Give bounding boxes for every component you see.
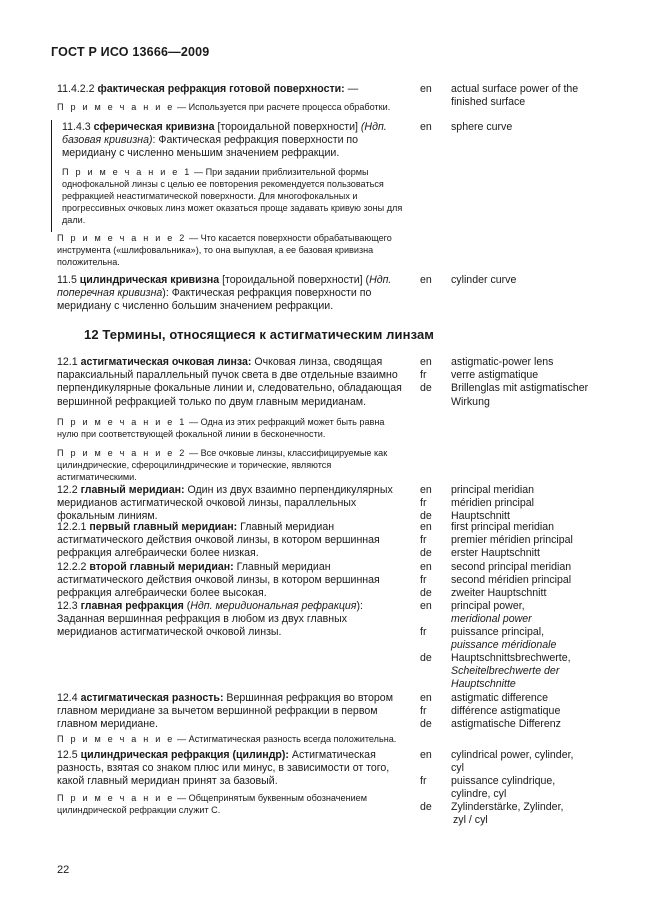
equivalent-term: second méridien principal bbox=[451, 574, 572, 587]
term-11-4-2-2 bbox=[57, 83, 405, 96]
term-definition: : Фактическая рефракция поверхности по меридиану с численно меньшим значением рефракции. bbox=[62, 134, 359, 160]
lang-code: en bbox=[420, 83, 432, 95]
equivalent-term: Zylinderstärke, Zylinder, bbox=[451, 801, 564, 813]
term-number: 12.2 bbox=[57, 484, 81, 496]
lang-code: de bbox=[420, 547, 432, 560]
note-11-4-2-2 bbox=[57, 101, 417, 113]
term-name: фактическая рефракция готовой поверхности: bbox=[97, 83, 345, 95]
lang-code: de bbox=[420, 801, 432, 813]
equivalent-term: zweiter Hauptschnitt bbox=[451, 587, 547, 600]
equivalent-term: différence astigmatique bbox=[451, 705, 561, 718]
term-name: астигматическая очковая линза: bbox=[80, 356, 252, 368]
document-header: ГОСТ Р ИСО 13666—2009 bbox=[51, 45, 210, 59]
term-number: 12.2.2 bbox=[57, 561, 90, 573]
term-dash: — bbox=[344, 83, 359, 95]
note-12-1-2 bbox=[57, 447, 407, 483]
term-number: 12.1 bbox=[57, 356, 81, 368]
term-number: 12.3 bbox=[57, 600, 81, 612]
equivalent-terms bbox=[451, 484, 621, 524]
lang-code: fr bbox=[420, 626, 427, 638]
equivalent-term: principal meridian bbox=[451, 484, 535, 496]
term-12-2 bbox=[57, 484, 405, 524]
equivalent-term-alt: puissance méridionale bbox=[451, 639, 557, 652]
equivalent-term: Brillenglas mit astigmatischer Wirkung bbox=[451, 382, 589, 408]
equivalent-term: Hauptschnitt bbox=[451, 510, 510, 523]
lang-code: en bbox=[420, 600, 432, 612]
equivalent-term: first principal meridian bbox=[451, 521, 555, 533]
equivalent-term-de bbox=[451, 801, 621, 827]
note-label: П р и м е ч а н и е 1 bbox=[57, 417, 187, 427]
term-11-4-3 bbox=[62, 121, 402, 161]
term-definition: ): Заданная вершинная рефракция в любом из двух главных меридианов астигматической очковой линзы. bbox=[57, 600, 363, 639]
term-name: астигматическая разность: bbox=[80, 692, 224, 704]
equivalent-term: sphere curve bbox=[451, 121, 513, 133]
term-definition: Астигматическая разность, взятая со знаком плюс или минус, в зависимости от того, какой главный меридиан принят за базовый. bbox=[57, 749, 390, 788]
lang-code: en bbox=[420, 749, 432, 761]
term-paren: ( bbox=[183, 600, 191, 612]
equivalent-term-alt: Scheitelbrechwerte der bbox=[451, 665, 560, 678]
equivalent-term-alt: Hauptschnitte bbox=[451, 678, 516, 691]
lang-code: en bbox=[420, 121, 432, 133]
term-12-1 bbox=[57, 356, 405, 409]
equivalent-terms bbox=[451, 521, 621, 561]
term-name: цилиндрическая рефракция (цилиндр): bbox=[80, 749, 289, 761]
equivalent-term-cont: cyl bbox=[451, 762, 464, 775]
term-number: 12.2.1 bbox=[57, 521, 90, 533]
note-12-4 bbox=[57, 733, 407, 745]
note-text: — Все очковые линзы, классифицируемые как цилиндрические, сфероцилиндрические и торические, являются астигматическими. bbox=[57, 448, 388, 483]
term-definition: Один из двух взаимно перпендикулярных меридианов астигматической очковой линзы, параллельных фокальным линиям. bbox=[57, 484, 393, 523]
term-12-5 bbox=[57, 749, 405, 789]
lang-code: fr bbox=[420, 705, 427, 718]
note-text: — Что касается поверхности обрабатывающего инструмента («шлифовальника»), то она выпуклая, а ее базовая кривизна положительна. bbox=[57, 233, 392, 268]
equivalent-term-fr bbox=[451, 626, 621, 652]
equivalent-term-de bbox=[451, 652, 621, 692]
term-definition: ): Фактическая рефракция поверхности по меридиану с численно большим значением рефракции. bbox=[57, 287, 372, 313]
equivalent-terms bbox=[451, 692, 621, 732]
lang-code: fr bbox=[420, 574, 427, 587]
term-12-3 bbox=[57, 600, 405, 640]
note-label: П р и м е ч а н и е bbox=[57, 793, 175, 803]
lang-code: de bbox=[420, 652, 432, 664]
term-deprecated: Ндп. меридиональная рефракция bbox=[190, 600, 357, 612]
term-number: 11.5 bbox=[57, 274, 80, 286]
lang-code: en bbox=[420, 521, 432, 533]
equivalent-term-en bbox=[451, 749, 621, 775]
equivalent-term: erster Hauptschnitt bbox=[451, 547, 540, 560]
lang-codes bbox=[420, 561, 442, 601]
term-name: сферическая кривизна bbox=[93, 121, 215, 133]
term-alt: [тороидальной поверхности] bbox=[214, 121, 361, 133]
equivalent-term: verre astigmatique bbox=[451, 369, 539, 382]
note-11-4-3-1 bbox=[62, 166, 404, 226]
note-11-4-3-2 bbox=[57, 232, 405, 268]
note-label: П р и м е ч а н и е 2 bbox=[57, 448, 187, 458]
note-label: П р и м е ч а н и е bbox=[57, 102, 175, 112]
equivalent-term: astigmatic-power lens bbox=[451, 356, 554, 368]
lang-code: fr bbox=[420, 497, 427, 510]
lang-codes bbox=[420, 692, 442, 732]
lang-codes bbox=[420, 484, 442, 524]
equivalent-term: Hauptschnittsbrechwerte, bbox=[451, 652, 571, 664]
note-text: — Общепринятым буквенным обозначением цилиндрической рефракции служит C. bbox=[57, 793, 367, 816]
term-number: 11.4.2.2 bbox=[57, 83, 98, 95]
equivalent-term-en bbox=[451, 600, 621, 626]
term-12-2-2 bbox=[57, 561, 405, 601]
term-name: цилиндрическая кривизна bbox=[79, 274, 220, 286]
lang-codes bbox=[420, 521, 442, 561]
equivalent-term: second principal meridian bbox=[451, 561, 572, 573]
equivalent-term-alt: meridional power bbox=[451, 613, 532, 626]
equivalent-term-fr bbox=[451, 775, 621, 801]
equivalent-term-cont: zyl / cyl bbox=[453, 814, 488, 827]
lang-code: en bbox=[420, 356, 432, 368]
equivalent-term: puissance cylindrique, bbox=[451, 775, 556, 787]
term-definition: Очковая линза, сводящая параксиальный параллельный пучок света в две отдельные взаимно перпендикулярные фокальные линии и, следовательно, обладающая вершинной рефракцией только по двум главным меридианам. bbox=[57, 356, 402, 408]
term-deprecated: Ндп. поперечная кривизна bbox=[57, 274, 392, 300]
equivalent-term: premier méridien principal bbox=[451, 534, 573, 547]
term-name: первый главный меридиан: bbox=[89, 521, 238, 533]
note-12-5 bbox=[57, 792, 407, 816]
lang-code: en bbox=[420, 274, 432, 286]
term-deprecated: (Ндп. базовая кривизна) bbox=[62, 121, 387, 147]
lang-code: fr bbox=[420, 369, 427, 382]
equivalent-term: astigmatic difference bbox=[451, 692, 548, 704]
equivalent-term: cylinder curve bbox=[451, 274, 517, 286]
term-number: 12.4 bbox=[57, 692, 81, 704]
term-definition: Главный меридиан астигматического действия очковой линзы, в котором вершинная рефракция алгебраически более низкая. bbox=[57, 521, 380, 560]
note-text: — Астигматическая разность всегда положительна. bbox=[174, 734, 397, 744]
term-number: 12.5 bbox=[57, 749, 81, 761]
term-definition: Главный меридиан астигматического действия очковой линзы, в котором вершинная рефракция алгебраически более высокая. bbox=[57, 561, 380, 600]
change-bar bbox=[51, 120, 52, 232]
equivalent-term: cylindrical power, cylinder, bbox=[451, 749, 574, 761]
lang-code: en bbox=[420, 692, 432, 704]
term-alt: [тороидальной поверхности] ( bbox=[219, 274, 370, 286]
lang-codes bbox=[420, 356, 442, 396]
equivalent-term: astigmatische Differenz bbox=[451, 718, 561, 731]
term-name: главный меридиан: bbox=[80, 484, 185, 496]
note-12-1-1 bbox=[57, 416, 407, 440]
equivalent-terms bbox=[451, 356, 621, 409]
lang-code: en bbox=[420, 561, 432, 573]
note-label: П р и м е ч а н и е bbox=[57, 734, 175, 744]
equivalent-term: principal power, bbox=[451, 600, 525, 612]
term-number: 11.4.3 bbox=[62, 121, 94, 133]
term-definition: Вершинная рефракция во втором главном меридиане за вычетом вершинной рефракции в первом главном меридиане. bbox=[57, 692, 393, 731]
equivalent-terms bbox=[451, 561, 621, 601]
lang-code: de bbox=[420, 510, 432, 523]
term-12-4 bbox=[57, 692, 405, 732]
section-heading: 12 Термины, относящиеся к астигматическим линзам bbox=[84, 327, 435, 342]
equivalent-term-cont: cylindre, cyl bbox=[451, 788, 507, 801]
term-11-5 bbox=[57, 274, 405, 314]
lang-code: fr bbox=[420, 534, 427, 547]
lang-code: de bbox=[420, 587, 432, 600]
note-text: — Используется при расчете процесса обработки. bbox=[174, 102, 391, 112]
note-label: П р и м е ч а н и е 1 bbox=[62, 167, 192, 177]
note-text: — Одна из этих рефракций может быть равна нулю при соответствующей фокальной линии в бесконечности. bbox=[57, 417, 385, 440]
lang-code: de bbox=[420, 382, 432, 395]
term-name: главная рефракция bbox=[80, 600, 184, 612]
lang-code: fr bbox=[420, 775, 427, 787]
lang-code: en bbox=[420, 484, 432, 496]
page-number: 22 bbox=[57, 864, 70, 876]
term-12-2-1 bbox=[57, 521, 405, 561]
equivalent-term: actual surface power of the finished surface bbox=[451, 83, 579, 109]
equivalent-term: méridien principal bbox=[451, 497, 535, 510]
lang-code: de bbox=[420, 718, 432, 731]
term-name: второй главный меридиан: bbox=[89, 561, 234, 573]
equivalent-term: puissance principal, bbox=[451, 626, 545, 638]
note-text: — При задании приблизительной формы однофокальной линзы с целью ее повторения рекомендуется пользоваться рефракцией неастигматической поверхности. Для многофокальных и прогрессивных очковых линз может оказаться проще задавать кривую зоны для дали. bbox=[62, 167, 403, 226]
note-label: П р и м е ч а н и е 2 bbox=[57, 233, 187, 243]
